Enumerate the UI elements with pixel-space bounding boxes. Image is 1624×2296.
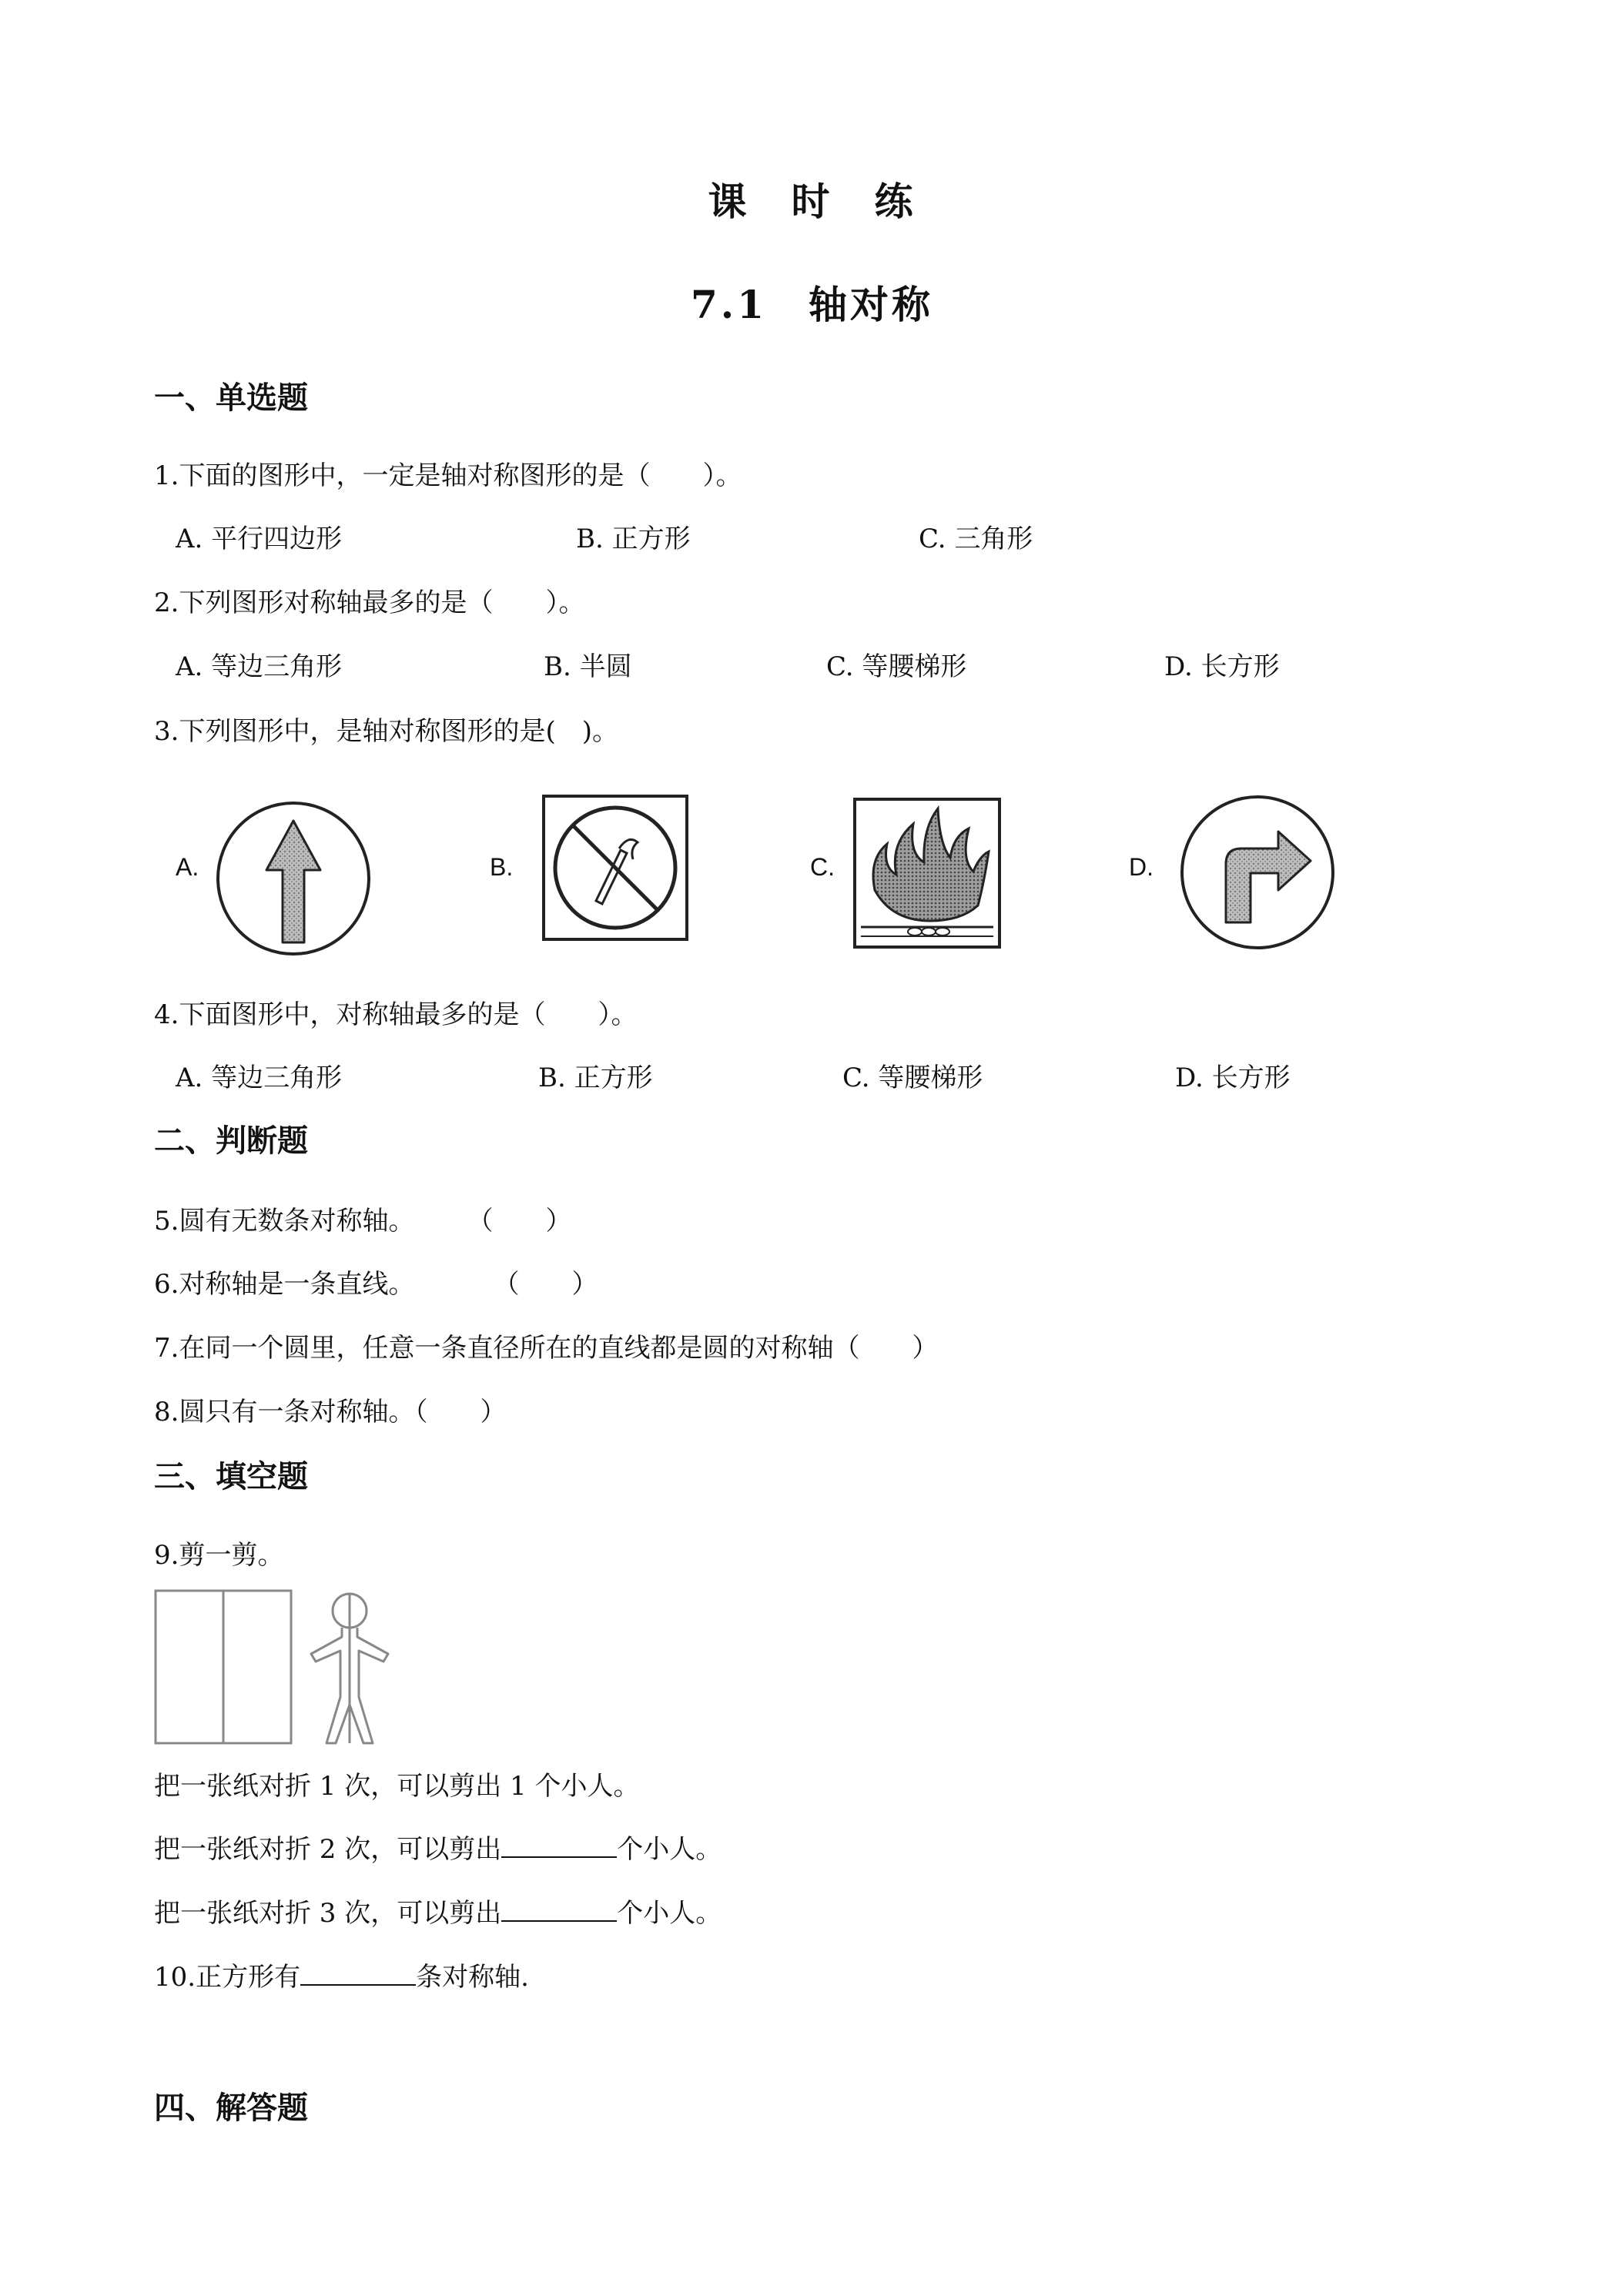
- q2-option-b: B. 半圆: [544, 651, 632, 682]
- q3-option-c: C.: [810, 853, 835, 881]
- question-7: 7.在同一个圆里，任意一条直径所在的直线都是圆的对称轴（ ）: [154, 1333, 939, 1364]
- q4-option-c: C. 等腰梯形: [842, 1063, 983, 1093]
- up-arrow-sign-icon: [214, 799, 373, 958]
- turn-right-sign-icon: [1178, 793, 1337, 952]
- no-smoking-sign-icon: [542, 795, 688, 941]
- question-4-stem: 4.下面图形中，对称轴最多的是（ ）。: [154, 999, 638, 1030]
- q10-suffix: 条对称轴.: [416, 1962, 529, 1993]
- q3-option-d: D.: [1129, 853, 1154, 881]
- q9-blank-3[interactable]: [501, 1897, 617, 1922]
- q3-option-a: A.: [176, 853, 199, 881]
- section-heading-true-false: 二、判断题: [154, 1123, 308, 1159]
- q10-text: 10.正方形有: [154, 1962, 301, 1993]
- section-heading-fill-in: 三、填空题: [154, 1459, 308, 1494]
- q9-blank-2[interactable]: [501, 1833, 617, 1858]
- question-3-stem: 3.下列图形中，是轴对称图形的是( )。: [154, 716, 618, 747]
- paper-person-icon: [311, 1594, 388, 1743]
- q2-option-a: A. 等边三角形: [176, 651, 343, 682]
- q9-line3-text: 把一张纸对折 3 次，可以剪出: [154, 1898, 502, 1929]
- fire-sign-icon: [853, 798, 1001, 949]
- question-9-line-3: [154, 1892, 722, 1930]
- question-9-stem: 9.剪一剪。: [154, 1540, 284, 1571]
- page-title: 课 时 练: [708, 179, 916, 224]
- question-10: [154, 1956, 529, 1993]
- q4-option-a: A. 等边三角形: [176, 1063, 343, 1093]
- lesson-title: 7.1 轴对称: [691, 282, 933, 327]
- q4-option-b: B. 正方形: [538, 1063, 653, 1093]
- section-heading-single-choice: 一、单选题: [154, 380, 308, 416]
- q9-line3-suffix: 个小人。: [617, 1898, 722, 1929]
- q9-line2-text: 把一张纸对折 2 次，可以剪出: [154, 1834, 502, 1865]
- q9-line2-suffix: 个小人。: [617, 1834, 722, 1865]
- question-9-line-2: [154, 1828, 722, 1866]
- q2-option-c: C. 等腰梯形: [826, 651, 967, 682]
- question-5: 5.圆有无数条对称轴。 （ ）: [154, 1206, 572, 1237]
- q4-option-d: D. 长方形: [1175, 1063, 1291, 1093]
- question-6: 6.对称轴是一条直线。 （ ）: [154, 1269, 598, 1300]
- question-2-stem: 2.下列图形对称轴最多的是（ ）。: [154, 587, 585, 618]
- section-heading-answer: 四、解答题: [154, 2090, 308, 2126]
- q2-option-d: D. 长方形: [1164, 651, 1280, 682]
- q1-option-a: A. 平行四边形: [176, 524, 343, 554]
- q1-option-b: B. 正方形: [576, 524, 691, 554]
- question-1-stem: 1.下面的图形中，一定是轴对称图形的是（ ）。: [154, 460, 742, 491]
- q3-option-b: B.: [490, 853, 514, 881]
- paper-cut-figure: [154, 1589, 400, 1746]
- q10-blank[interactable]: [300, 1961, 416, 1986]
- question-8: 8.圆只有一条对称轴。（ ）: [154, 1397, 507, 1427]
- q1-option-c: C. 三角形: [919, 524, 1033, 554]
- question-9-line-1: 把一张纸对折 1 次，可以剪出 1 个小人。: [154, 1771, 640, 1802]
